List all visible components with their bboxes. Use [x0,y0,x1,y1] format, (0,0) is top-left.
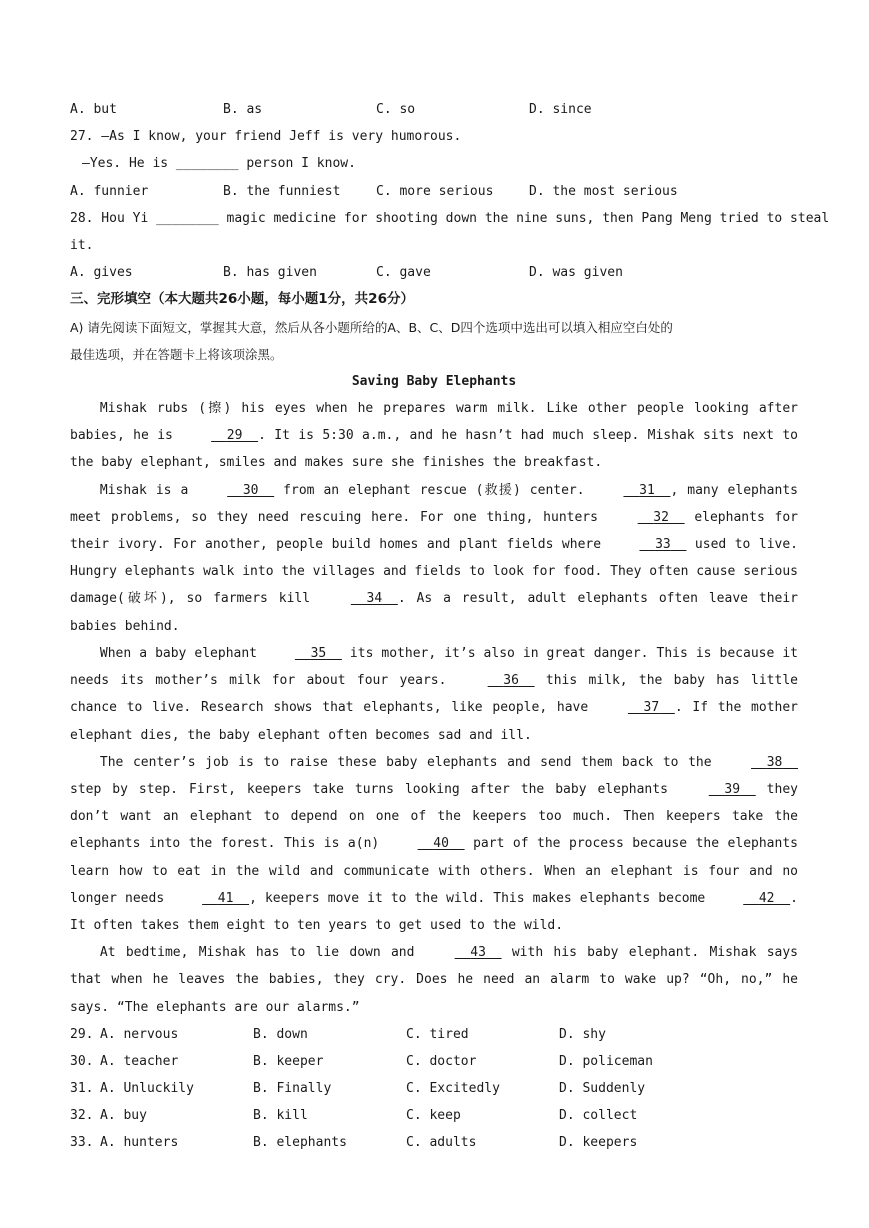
option: D. policeman [559,1053,653,1069]
passage-paragraph-2: Mishak is a 30 from an elephant rescue (救援) center. 31 , many elephants meet problems, so they need rescuing here. For one thing, hunters 32 elephants for their ivory. For another, people build homes and plant fields where 33 used to live. Hungry elephants walk into the villages and fields to look for food. They often cause serious damage(破坏), so farmers kill 34 . As a result, adult elephants often leave their babies behind. [70,477,798,640]
blank-36: 36 [503,673,519,689]
passage-paragraph-4: The center’s job is to raise these baby elephants and send them back to the 38 step by step. First, keepers take turns looking after the baby elephants 39 they don’t want an elephant to depend on one of the keepers too much. Then keepers take the elephants into the forest. This is a(n) 40 part of the process because the elephants learn how to eat in the wild and communicate with others. When an elephant is four and no longer needs 41 , keepers move it to the wild. This makes elephants become 42 . It often takes them eight to ten years to get used to the wild. [70,749,798,939]
q27-options [70,178,798,205]
passage-paragraph-1: Mishak rubs (擦) his eyes when he prepares warm milk. Like other people looking after babies, he is 29 . It is 5:30 a.m., and he hasn’t had much sleep. Mishak sits next to the baby elephant, smiles and makes sure she finishes the breakfast. [70,401,799,471]
q27-stem-reply: —Yes. He is ________ person I know. [82,156,356,172]
option: A. Unluckily [100,1081,194,1097]
option: A. teacher [100,1053,179,1069]
option: A. gives [70,265,133,281]
blank-37: 37 [643,700,660,716]
blank-39: 39 [724,781,741,797]
question-number: 33. [70,1135,94,1151]
option: B. has given [223,265,317,281]
q28-options [70,259,798,286]
passage-title: Saving Baby Elephants [351,373,517,389]
option: D. keepers [559,1135,638,1151]
option: B. kill [253,1108,308,1124]
option: D. Suddenly [559,1081,646,1097]
question-29 [70,1021,798,1048]
option: D. was given [529,265,623,281]
option: C. Excitedly [406,1081,500,1097]
option: B. elephants [253,1135,347,1151]
option: D. since [529,102,592,117]
q27-stem: 27. —As I know, your friend Jeff is very humorous. [70,129,462,145]
option: A. buy [100,1108,147,1124]
option: B. down [253,1026,308,1042]
section-heading: 三、完形填空（本大题共26小题，每小题1分，共26分） [70,291,414,308]
q28-stem-cont: it. [70,237,94,253]
option: B. as [223,102,263,117]
option: A. funnier [70,183,149,199]
exam-page [70,96,830,1157]
blank-33: 33 [655,537,671,553]
prev-question-options [70,96,798,123]
option: C. keep [406,1108,461,1124]
blank-41: 41 [217,890,234,906]
question-number: 32. [70,1108,94,1124]
blank-31: 31 [639,482,655,498]
blank-38: 38 [766,754,783,770]
option: A. hunters [100,1135,179,1151]
question-number: 29. [70,1026,94,1042]
option: B. the funniest [223,183,341,199]
q28-stem: 28. Hou Yi ________ magic medicine for shooting down the nine suns, then Pang Meng tried to steal [70,210,830,226]
option: A. nervous [100,1026,179,1042]
blank-30: 30 [242,482,259,498]
blank-35: 35 [310,645,327,661]
option: C. tired [406,1026,469,1042]
option: C. adults [406,1135,477,1151]
section-instructions: A) 请先阅读下面短文，掌握其大意，然后从各小题所给的A、B、C、D四个选项中选出可以填入相应空白处的 [70,319,673,335]
option: D. shy [559,1026,606,1042]
question-30 [70,1048,798,1075]
option: C. doctor [406,1053,477,1069]
option: D. collect [559,1108,638,1124]
question-32 [70,1102,798,1129]
option: C. gave [376,265,431,281]
option: B. keeper [253,1053,324,1069]
blank-29: 29 [226,428,243,444]
option: C. more serious [376,183,494,199]
passage-paragraph-3: When a baby elephant 35 its mother, it’s also in great danger. This is because it needs its mother’s milk for about four years. 36 this milk, the baby has little chance to live. Research shows that elephants, like people, have 37 . If the mother elephant dies, the baby elephant often becomes sad and ill. [70,640,798,749]
blank-43: 43 [470,945,486,961]
option: A. but [70,102,117,117]
question-31 [70,1075,798,1102]
passage-paragraph-5: At bedtime, Mishak has to lie down and 43 with his baby elephant. Mishak says that when he leaves the babies, they cry. Does he need an alarm to wake up? “Oh, no,” he says. “The elephants are our alarms.” [70,939,798,1021]
section-instructions-cont: 最佳选项，并在答题卡上将该项涂黑。 [70,346,283,362]
option: D. the most serious [529,183,678,199]
question-number: 30. [70,1053,94,1069]
blank-32: 32 [653,509,669,525]
blank-34: 34 [366,591,383,607]
question-33 [70,1129,798,1156]
option: B. Finally [253,1081,332,1097]
blank-42: 42 [758,890,775,906]
blank-40: 40 [433,836,449,852]
option: C. so [376,102,416,117]
question-number: 31. [70,1081,94,1097]
